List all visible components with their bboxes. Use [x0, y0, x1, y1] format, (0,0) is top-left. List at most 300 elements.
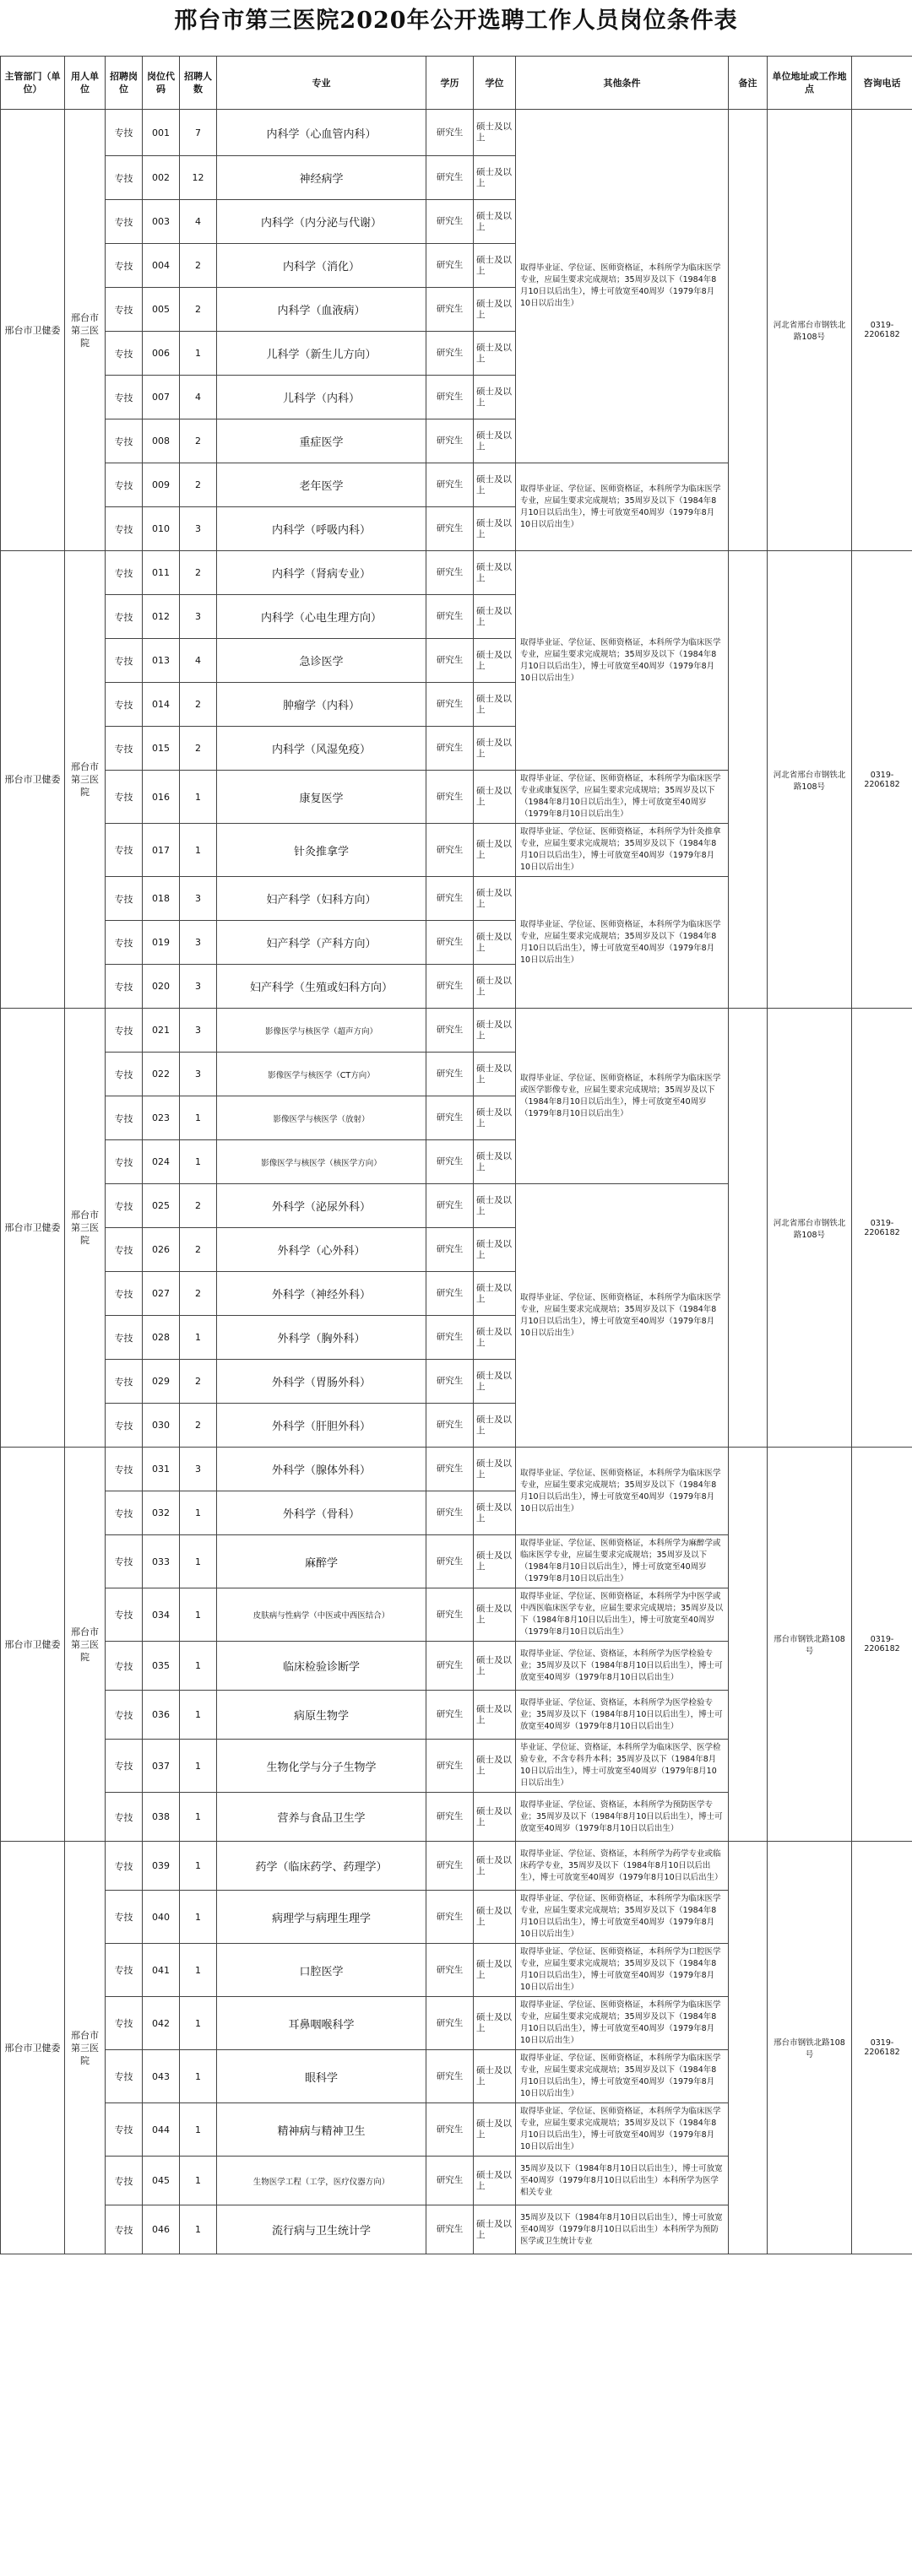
degree-cell: 硕士及以上: [474, 965, 516, 1009]
major-cell: 内科学（消化）: [217, 244, 426, 288]
edu-cell: 研究生: [426, 2050, 474, 2103]
post-cell: 专技: [106, 1997, 143, 2050]
major-cell: 妇产科学（妇科方向）: [217, 877, 426, 921]
major-cell: 外科学（胸外科）: [217, 1316, 426, 1360]
code-cell: 018: [143, 877, 180, 921]
table-row: [1, 1842, 912, 1891]
degree-cell: 硕士及以上: [474, 1740, 516, 1793]
edu-cell: 研究生: [426, 771, 474, 824]
dept-cell: 邢台市卫健委: [1, 1448, 65, 1842]
conditions-cell: 取得毕业证、学位证、医师资格证，本科所学为临床医学专业，应届生要求完成规培；35周岁及以下（1984年8月10日以后出生），博士可放宽至40周岁（1979年8月10日以后出生）: [516, 1997, 729, 2050]
code-cell: 032: [143, 1491, 180, 1535]
table-row: [1, 1009, 912, 1053]
conditions-cell: 取得毕业证、学位证、医师资格证，本科所学为临床医学专业，应届生要求完成规培；35周岁及以下（1984年8月10日以后出生），博士可放宽至40周岁（1979年8月10日以后出生）: [516, 463, 729, 551]
major-cell: 内科学（内分泌与代谢）: [217, 200, 426, 244]
degree-cell: 硕士及以上: [474, 1448, 516, 1491]
post-cell: 专技: [106, 1740, 143, 1793]
degree-cell: 硕士及以上: [474, 877, 516, 921]
header-unit: 用人单位: [65, 57, 106, 110]
code-cell: 046: [143, 2205, 180, 2254]
edu-cell: 研究生: [426, 200, 474, 244]
count-cell: 1: [180, 1740, 217, 1793]
conditions-cell: 取得毕业证、学位证、医师资格证，本科所学为临床医学专业或康复医学，应届生要求完成规培；35周岁及以下（1984年8月10日以后出生），博士可放宽至40周岁（1979年8月10日以后出生）: [516, 771, 729, 824]
degree-cell: 硕士及以上: [474, 1891, 516, 1944]
post-cell: 专技: [106, 1944, 143, 1997]
major-cell: 外科学（肝胆外科）: [217, 1404, 426, 1448]
code-cell: 021: [143, 1009, 180, 1053]
conditions-cell: 35周岁及以下（1984年8月10日以后出生），博士可放宽至40周岁（1979年8月10日以后出生）本科所学为医学相关专业: [516, 2157, 729, 2205]
major-cell: 影像医学与核医学（CT方向）: [217, 1053, 426, 1096]
header-post: 招聘岗位: [106, 57, 143, 110]
code-cell: 008: [143, 419, 180, 463]
count-cell: 1: [180, 2103, 217, 2157]
code-cell: 027: [143, 1272, 180, 1316]
count-cell: 1: [180, 1316, 217, 1360]
post-cell: 专技: [106, 965, 143, 1009]
post-cell: 专技: [106, 1588, 143, 1642]
code-cell: 011: [143, 551, 180, 595]
major-cell: 皮肤病与性病学（中医或中西医结合）: [217, 1588, 426, 1642]
edu-cell: 研究生: [426, 1096, 474, 1140]
page-title: 邢台市第三医院2020年公开选聘工作人员岗位条件表: [174, 8, 738, 34]
post-cell: 专技: [106, 332, 143, 376]
degree-cell: 硕士及以上: [474, 2157, 516, 2205]
post-cell: 专技: [106, 376, 143, 419]
post-cell: 专技: [106, 1316, 143, 1360]
degree-cell: 硕士及以上: [474, 1404, 516, 1448]
count-cell: 4: [180, 639, 217, 683]
degree-cell: 硕士及以上: [474, 1997, 516, 2050]
major-cell: 妇产科学（生殖或妇科方向）: [217, 965, 426, 1009]
degree-cell: 硕士及以上: [474, 200, 516, 244]
degree-cell: 硕士及以上: [474, 1793, 516, 1842]
code-cell: 006: [143, 332, 180, 376]
post-cell: 专技: [106, 1184, 143, 1228]
post-cell: 专技: [106, 1535, 143, 1588]
edu-cell: 研究生: [426, 1642, 474, 1691]
major-cell: 生物医学工程（工学，医疗仪器方向）: [217, 2157, 426, 2205]
edu-cell: 研究生: [426, 639, 474, 683]
degree-cell: 硕士及以上: [474, 463, 516, 507]
count-cell: 2: [180, 463, 217, 507]
post-cell: 专技: [106, 1842, 143, 1891]
major-cell: 影像医学与核医学（核医学方向）: [217, 1140, 426, 1184]
major-cell: 病原生物学: [217, 1691, 426, 1740]
degree-cell: 硕士及以上: [474, 1228, 516, 1272]
edu-cell: 研究生: [426, 1140, 474, 1184]
edu-cell: 研究生: [426, 1793, 474, 1842]
major-cell: 流行病与卫生统计学: [217, 2205, 426, 2254]
code-cell: 031: [143, 1448, 180, 1491]
post-cell: 专技: [106, 1360, 143, 1404]
edu-cell: 研究生: [426, 1184, 474, 1228]
degree-cell: 硕士及以上: [474, 419, 516, 463]
degree-cell: 硕士及以上: [474, 376, 516, 419]
degree-cell: 硕士及以上: [474, 727, 516, 771]
address-cell: 邢台市钢铁北路108号: [768, 1448, 852, 1842]
remark-cell: [729, 1842, 768, 2254]
edu-cell: 研究生: [426, 1740, 474, 1793]
major-cell: 药学（临床药学、药理学）: [217, 1842, 426, 1891]
count-cell: 3: [180, 877, 217, 921]
major-cell: 内科学（呼吸内科）: [217, 507, 426, 551]
edu-cell: 研究生: [426, 683, 474, 727]
post-cell: 专技: [106, 1009, 143, 1053]
remark-cell: [729, 551, 768, 1009]
degree-cell: 硕士及以上: [474, 1588, 516, 1642]
count-cell: 2: [180, 1360, 217, 1404]
code-cell: 035: [143, 1642, 180, 1691]
edu-cell: 研究生: [426, 1891, 474, 1944]
edu-cell: 研究生: [426, 1535, 474, 1588]
major-cell: 儿科学（新生儿方向）: [217, 332, 426, 376]
code-cell: 015: [143, 727, 180, 771]
count-cell: 1: [180, 2157, 217, 2205]
dept-cell: 邢台市卫健委: [1, 110, 65, 551]
edu-cell: 研究生: [426, 419, 474, 463]
count-cell: 1: [180, 1096, 217, 1140]
conditions-cell: 取得毕业证、学位证、医师资格证，本科所学为临床医学专业，应届生要求完成规培；35周岁及以下（1984年8月10日以后出生），博士可放宽至40周岁（1979年8月10日以后出生）: [516, 877, 729, 1009]
code-cell: 017: [143, 824, 180, 877]
post-cell: 专技: [106, 2050, 143, 2103]
post-cell: 专技: [106, 2103, 143, 2157]
code-cell: 005: [143, 288, 180, 332]
code-cell: 040: [143, 1891, 180, 1944]
code-cell: 016: [143, 771, 180, 824]
degree-cell: 硕士及以上: [474, 1096, 516, 1140]
major-cell: 老年医学: [217, 463, 426, 507]
unit-cell: 邢台市第三医院: [65, 551, 106, 1009]
degree-cell: 硕士及以上: [474, 1140, 516, 1184]
degree-cell: 硕士及以上: [474, 244, 516, 288]
edu-cell: 研究生: [426, 877, 474, 921]
post-cell: 专技: [106, 288, 143, 332]
conditions-cell: 毕业证、学位证、资格证，本科所学为临床医学、医学检验专业，不含专科升本科；35周岁及以下（1984年8月10日以后出生），博士可放宽至40周岁（1979年8月10日以后出生）: [516, 1740, 729, 1793]
post-cell: 专技: [106, 771, 143, 824]
count-cell: 1: [180, 1891, 217, 1944]
post-cell: 专技: [106, 639, 143, 683]
count-cell: 1: [180, 1642, 217, 1691]
code-cell: 034: [143, 1588, 180, 1642]
dept-cell: 邢台市卫健委: [1, 1009, 65, 1448]
count-cell: 2: [180, 1184, 217, 1228]
code-cell: 009: [143, 463, 180, 507]
header-edu: 学历: [426, 57, 474, 110]
conditions-cell: 取得毕业证、学位证、医师资格证，本科所学为临床医学专业，应届生要求完成规培；35周岁及以下（1984年8月10日以后出生），博士可放宽至40周岁（1979年8月10日以后出生）: [516, 1448, 729, 1535]
post-cell: 专技: [106, 877, 143, 921]
conditions-cell: 取得毕业证、学位证、资格证，本科所学为预防医学专业；35周岁及以下（1984年8月10日以后出生），博士可放宽至40周岁（1979年8月10日以后出生）: [516, 1793, 729, 1842]
major-cell: 神经病学: [217, 156, 426, 200]
count-cell: 3: [180, 507, 217, 551]
post-cell: 专技: [106, 244, 143, 288]
major-cell: 外科学（胃肠外科）: [217, 1360, 426, 1404]
remark-cell: [729, 1009, 768, 1448]
post-cell: 专技: [106, 2205, 143, 2254]
code-cell: 025: [143, 1184, 180, 1228]
post-cell: 专技: [106, 595, 143, 639]
count-cell: 2: [180, 419, 217, 463]
conditions-cell: 取得毕业证、学位证、医师资格证，本科所学为临床医学专业，应届生要求完成规培；35周岁及以下（1984年8月10日以后出生），博士可放宽至40周岁（1979年8月10日以后出生）: [516, 2103, 729, 2157]
count-cell: 4: [180, 376, 217, 419]
major-cell: 内科学（风湿免疫）: [217, 727, 426, 771]
header-conditions: 其他条件: [516, 57, 729, 110]
code-cell: 023: [143, 1096, 180, 1140]
edu-cell: 研究生: [426, 463, 474, 507]
count-cell: 1: [180, 1491, 217, 1535]
code-cell: 028: [143, 1316, 180, 1360]
table-row: [1, 551, 912, 595]
count-cell: 1: [180, 1691, 217, 1740]
degree-cell: 硕士及以上: [474, 1535, 516, 1588]
count-cell: 1: [180, 824, 217, 877]
conditions-cell: 取得毕业证、学位证、资格证，本科所学为医学检验专业；35周岁及以下（1984年8月10日以后出生），博士可放宽至40周岁（1979年8月10日以后出生）: [516, 1642, 729, 1691]
header-address: 单位地址或工作地点: [768, 57, 852, 110]
header-remark: 备注: [729, 57, 768, 110]
table-row: [1, 110, 912, 156]
phone-cell: 0319-2206182: [852, 1842, 912, 2254]
major-cell: 麻醉学: [217, 1535, 426, 1588]
degree-cell: 硕士及以上: [474, 921, 516, 965]
degree-cell: 硕士及以上: [474, 1491, 516, 1535]
degree-cell: 硕士及以上: [474, 156, 516, 200]
address-cell: 河北省邢台市钢铁北路108号: [768, 551, 852, 1009]
degree-cell: 硕士及以上: [474, 639, 516, 683]
major-cell: 急诊医学: [217, 639, 426, 683]
post-cell: 专技: [106, 110, 143, 156]
edu-cell: 研究生: [426, 1588, 474, 1642]
conditions-cell: 取得毕业证、学位证、医师资格证，本科所学为临床医学专业，应届生要求完成规培；35周岁及以下（1984年8月10日以后出生），博士可放宽至40周岁（1979年8月10日以后出生）: [516, 2050, 729, 2103]
count-cell: 4: [180, 200, 217, 244]
major-cell: 外科学（骨科）: [217, 1491, 426, 1535]
header-degree: 学位: [474, 57, 516, 110]
conditions-cell: 取得毕业证、学位证、医师资格证，本科所学为麻醉学或临床医学专业，应届生要求完成规培；35周岁及以下（1984年8月10日以后出生），博士可放宽至40周岁（1979年8月10日以后出生）: [516, 1535, 729, 1588]
post-cell: 专技: [106, 1891, 143, 1944]
post-cell: 专技: [106, 824, 143, 877]
count-cell: 1: [180, 1535, 217, 1588]
edu-cell: 研究生: [426, 1842, 474, 1891]
post-cell: 专技: [106, 1272, 143, 1316]
phone-cell: 0319-2206182: [852, 1009, 912, 1448]
degree-cell: 硕士及以上: [474, 1053, 516, 1096]
edu-cell: 研究生: [426, 507, 474, 551]
major-cell: 重症医学: [217, 419, 426, 463]
major-cell: 外科学（神经外科）: [217, 1272, 426, 1316]
major-cell: 内科学（心电生理方向）: [217, 595, 426, 639]
code-cell: 042: [143, 1997, 180, 2050]
count-cell: 1: [180, 332, 217, 376]
code-cell: 002: [143, 156, 180, 200]
table-row: [1, 1448, 912, 1491]
edu-cell: 研究生: [426, 1997, 474, 2050]
degree-cell: 硕士及以上: [474, 288, 516, 332]
post-cell: 专技: [106, 727, 143, 771]
degree-cell: 硕士及以上: [474, 1316, 516, 1360]
edu-cell: 研究生: [426, 332, 474, 376]
header-row: [1, 57, 912, 110]
degree-cell: 硕士及以上: [474, 1944, 516, 1997]
edu-cell: 研究生: [426, 288, 474, 332]
code-cell: 001: [143, 110, 180, 156]
count-cell: 3: [180, 1448, 217, 1491]
conditions-cell: 取得毕业证、学位证、医师资格证，本科所学为口腔医学专业，应届生要求完成规培；35周岁及以下（1984年8月10日以后出生），博士可放宽至40周岁（1979年8月10日以后出生）: [516, 1944, 729, 1997]
count-cell: 2: [180, 1272, 217, 1316]
unit-cell: 邢台市第三医院: [65, 1448, 106, 1842]
count-cell: 7: [180, 110, 217, 156]
post-cell: 专技: [106, 2157, 143, 2205]
major-cell: 儿科学（内科）: [217, 376, 426, 419]
count-cell: 2: [180, 1404, 217, 1448]
conditions-cell: 取得毕业证、学位证、医师资格证，本科所学为临床医学专业，应届生要求完成规培；35周岁及以下（1984年8月10日以后出生），博士可放宽至40周岁（1979年8月10日以后出生）: [516, 110, 729, 463]
count-cell: 3: [180, 921, 217, 965]
unit-cell: 邢台市第三医院: [65, 1009, 106, 1448]
post-cell: 专技: [106, 1448, 143, 1491]
degree-cell: 硕士及以上: [474, 1642, 516, 1691]
major-cell: 营养与食品卫生学: [217, 1793, 426, 1842]
post-cell: 专技: [106, 419, 143, 463]
code-cell: 004: [143, 244, 180, 288]
degree-cell: 硕士及以上: [474, 771, 516, 824]
code-cell: 043: [143, 2050, 180, 2103]
major-cell: 影像医学与核医学（放射）: [217, 1096, 426, 1140]
address-cell: 河北省邢台市钢铁北路108号: [768, 1009, 852, 1448]
post-cell: 专技: [106, 1228, 143, 1272]
degree-cell: 硕士及以上: [474, 1009, 516, 1053]
degree-cell: 硕士及以上: [474, 507, 516, 551]
count-cell: 1: [180, 2205, 217, 2254]
count-cell: 1: [180, 1140, 217, 1184]
code-cell: 041: [143, 1944, 180, 1997]
code-cell: 020: [143, 965, 180, 1009]
degree-cell: 硕士及以上: [474, 824, 516, 877]
positions-table: [0, 56, 912, 2254]
header-count: 招聘人数: [180, 57, 217, 110]
count-cell: 3: [180, 1009, 217, 1053]
conditions-cell: 取得毕业证、学位证、医师资格证，本科所学为临床医学或医学影像专业，应届生要求完成规培；35周岁及以下（1984年8月10日以后出生），博士可放宽至40周岁（1979年8月10日以后出生）: [516, 1009, 729, 1184]
edu-cell: 研究生: [426, 824, 474, 877]
edu-cell: 研究生: [426, 551, 474, 595]
count-cell: 1: [180, 1588, 217, 1642]
code-cell: 033: [143, 1535, 180, 1588]
count-cell: 1: [180, 1944, 217, 1997]
major-cell: 肿瘤学（内科）: [217, 683, 426, 727]
conditions-cell: 取得毕业证、学位证、资格证，本科所学为药学专业或临床药学专业，35周岁及以下（1984年8月10日以后出生），博士可放宽至40周岁（1979年8月10日以后出生）: [516, 1842, 729, 1891]
phone-cell: 0319-2206182: [852, 1448, 912, 1842]
degree-cell: 硕士及以上: [474, 683, 516, 727]
post-cell: 专技: [106, 507, 143, 551]
major-cell: 口腔医学: [217, 1944, 426, 1997]
edu-cell: 研究生: [426, 1053, 474, 1096]
degree-cell: 硕士及以上: [474, 332, 516, 376]
edu-cell: 研究生: [426, 1316, 474, 1360]
edu-cell: 研究生: [426, 2157, 474, 2205]
degree-cell: 硕士及以上: [474, 2050, 516, 2103]
edu-cell: 研究生: [426, 727, 474, 771]
count-cell: 3: [180, 1053, 217, 1096]
degree-cell: 硕士及以上: [474, 110, 516, 156]
code-cell: 007: [143, 376, 180, 419]
code-cell: 014: [143, 683, 180, 727]
degree-cell: 硕士及以上: [474, 595, 516, 639]
major-cell: 生物化学与分子生物学: [217, 1740, 426, 1793]
major-cell: 康复医学: [217, 771, 426, 824]
address-cell: 河北省邢台市钢铁北路108号: [768, 110, 852, 551]
major-cell: 耳鼻咽喉科学: [217, 1997, 426, 2050]
conditions-cell: 取得毕业证、学位证、医师资格证，本科所学为临床医学专业，应届生要求完成规培；35周岁及以下（1984年8月10日以后出生），博士可放宽至40周岁（1979年8月10日以后出生）: [516, 1891, 729, 1944]
major-cell: 内科学（心血管内科）: [217, 110, 426, 156]
header-code: 岗位代码: [143, 57, 180, 110]
major-cell: 眼科学: [217, 2050, 426, 2103]
post-cell: 专技: [106, 1793, 143, 1842]
edu-cell: 研究生: [426, 1944, 474, 1997]
code-cell: 026: [143, 1228, 180, 1272]
edu-cell: 研究生: [426, 1009, 474, 1053]
conditions-cell: 35周岁及以下（1984年8月10日以后出生），博士可放宽至40周岁（1979年8月10日以后出生）本科所学为预防医学或卫生统计专业: [516, 2205, 729, 2254]
dept-cell: 邢台市卫健委: [1, 551, 65, 1009]
major-cell: 外科学（腺体外科）: [217, 1448, 426, 1491]
conditions-cell: 取得毕业证、学位证、医师资格证，本科所学为中医学或中西医临床医学专业，应届生要求完成规培；35周岁及以下（1984年8月10日以后出生），博士可放宽至40周岁（1979年8月10日以后出生）: [516, 1588, 729, 1642]
count-cell: 3: [180, 595, 217, 639]
code-cell: 044: [143, 2103, 180, 2157]
code-cell: 045: [143, 2157, 180, 2205]
remark-cell: [729, 1448, 768, 1842]
edu-cell: 研究生: [426, 1404, 474, 1448]
edu-cell: 研究生: [426, 1691, 474, 1740]
count-cell: 1: [180, 1842, 217, 1891]
code-cell: 013: [143, 639, 180, 683]
phone-cell: 0319-2206182: [852, 110, 912, 551]
major-cell: 临床检验诊断学: [217, 1642, 426, 1691]
edu-cell: 研究生: [426, 1228, 474, 1272]
header-phone: 咨询电话: [852, 57, 912, 110]
major-cell: 影像医学与核医学（超声方向）: [217, 1009, 426, 1053]
code-cell: 037: [143, 1740, 180, 1793]
address-cell: 邢台市钢铁北路108号: [768, 1842, 852, 2254]
post-cell: 专技: [106, 921, 143, 965]
code-cell: 024: [143, 1140, 180, 1184]
unit-cell: 邢台市第三医院: [65, 110, 106, 551]
conditions-cell: 取得毕业证、学位证、医师资格证，本科所学为临床医学专业，应届生要求完成规培；35周岁及以下（1984年8月10日以后出生），博士可放宽至40周岁（1979年8月10日以后出生）: [516, 551, 729, 771]
count-cell: 1: [180, 2050, 217, 2103]
post-cell: 专技: [106, 551, 143, 595]
degree-cell: 硕士及以上: [474, 1691, 516, 1740]
degree-cell: 硕士及以上: [474, 1184, 516, 1228]
conditions-cell: 取得毕业证、学位证、医师资格证，本科所学为临床医学专业，应届生要求完成规培；35周岁及以下（1984年8月10日以后出生），博士可放宽至40周岁（1979年8月10日以后出生）: [516, 1184, 729, 1448]
dept-cell: 邢台市卫健委: [1, 1842, 65, 2254]
degree-cell: 硕士及以上: [474, 1842, 516, 1891]
remark-cell: [729, 110, 768, 551]
header-dept: 主管部门（单位）: [1, 57, 65, 110]
edu-cell: 研究生: [426, 110, 474, 156]
edu-cell: 研究生: [426, 2103, 474, 2157]
major-cell: 外科学（泌尿外科）: [217, 1184, 426, 1228]
major-cell: 针灸推拿学: [217, 824, 426, 877]
count-cell: 3: [180, 965, 217, 1009]
major-cell: 内科学（肾病专业）: [217, 551, 426, 595]
post-cell: 专技: [106, 1691, 143, 1740]
count-cell: 2: [180, 1228, 217, 1272]
code-cell: 038: [143, 1793, 180, 1842]
count-cell: 1: [180, 1997, 217, 2050]
code-cell: 003: [143, 200, 180, 244]
count-cell: 2: [180, 288, 217, 332]
count-cell: 2: [180, 551, 217, 595]
edu-cell: 研究生: [426, 244, 474, 288]
post-cell: 专技: [106, 1053, 143, 1096]
degree-cell: 硕士及以上: [474, 2205, 516, 2254]
conditions-cell: 取得毕业证、学位证、医师资格证，本科所学为针灸推拿专业，应届生要求完成规培；35周岁及以下（1984年8月10日以后出生），博士可放宽至40周岁（1979年8月10日以后出生）: [516, 824, 729, 877]
edu-cell: 研究生: [426, 376, 474, 419]
edu-cell: 研究生: [426, 595, 474, 639]
